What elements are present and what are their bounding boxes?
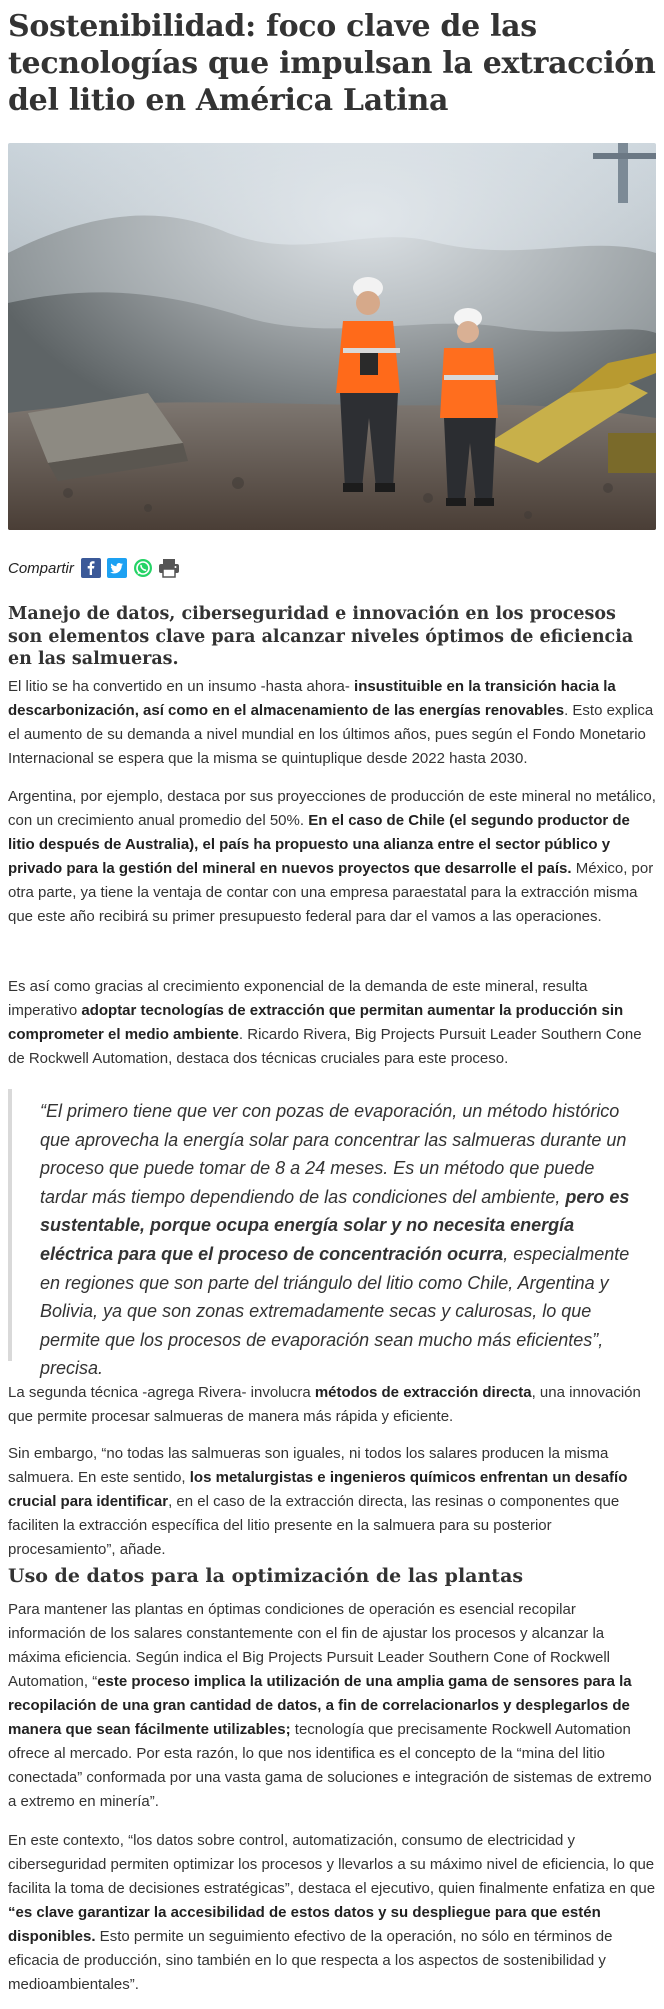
article-lead: Manejo de datos, ciberseguridad e innovación en los procesos son elementos clave para alcanzar niveles óptimos de eficiencia en las salmueras.	[8, 604, 634, 669]
share-bar	[8, 556, 184, 580]
print-icon[interactable]	[158, 557, 180, 579]
section-subheading: Uso de datos para la optimización de las plantas	[8, 1565, 524, 1587]
twitter-icon[interactable]	[106, 557, 128, 579]
facebook-icon[interactable]	[80, 557, 102, 579]
paragraph-7: En este contexto, “los datos sobre control, automatización, consumo de electricidad y ciberseguridad permiten optimizar los procesos y llevarlos a su máximo nivel de eficiencia, lo que facilita la toma de decisiones estratégicas”, destaca el ejecutivo, quien finalmente enfatiza en que “es clave garantizar la accesibilidad de estos datos y su despliegue para que estén disponibles. Esto permite un seguimiento efectivo de la operación, no sólo en términos de eficacia de producción, sino también en lo que respecta a los aspectos de sostenibilidad y medioambientales”.	[8, 1832, 656, 1993]
article-title: Sostenibilidad: foco clave de las tecnologías que impulsan la extracción del litio en América Latina	[8, 9, 656, 118]
paragraph-3: Es así como gracias al crecimiento exponencial de la demanda de este mineral, resulta imperativo adoptar tecnologías de extracción que permitan aumentar la producción sin comprometer el medio ambiente. Ricardo Rivera, Big Projects Pursuit Leader Southern Cone de Rockwell Automation, destaca dos técnicas cruciales para este proceso.	[8, 978, 642, 1067]
mining-workers-photo	[8, 143, 656, 530]
hero-image	[8, 143, 656, 530]
article	[8, 0, 656, 1993]
paragraph-5: Sin embargo, “no todas las salmueras son iguales, ni todos los salares producen la misma salmuera. En este sentido, los metalurgistas e ingenieros químicos enfrentan un desafío crucial para identificar, en el caso de la extracción directa, las resinas o componentes que faciliten la extracción específica del litio presente en la salmuera para su posterior procesamiento”, añade.	[8, 1445, 628, 1558]
paragraph-2: Argentina, por ejemplo, destaca por sus proyecciones de producción de este mineral no metálico, con un crecimiento anual promedio del 50%. En el caso de Chile (el segundo productor de litio después de Australia), el país ha propuesto una alianza entre el sector público y privado para la gestión del mineral en nuevos proyectos que desarrolle el país. México, por otra parte, ya tiene la ventaja de contar con una empresa paraestatal para la extracción misma que este año recibirá su primer presupuesto federal para dar el vamos a las operaciones.	[8, 788, 656, 925]
paragraph-1: El litio se ha convertido en un insumo -hasta ahora- insustituible en la transición hacia la descarbonización, así como en el almacenamiento de las energías renovables. Esto explica el aumento de su demanda a nivel mundial en los últimos años, pues según el Fondo Monetario Internacional se espera que la misma se quintuplique desde 2022 hasta 2030.	[8, 678, 654, 767]
whatsapp-icon[interactable]	[132, 557, 154, 579]
paragraph-4: La segunda técnica -agrega Rivera- involucra métodos de extracción directa, una innovación que permite procesar salmueras de manera más rápida y eficiente.	[8, 1384, 641, 1425]
quote-text: “El primero tiene que ver con pozas de evaporación, un método histórico que aprovecha la energía solar para concentrar las salmueras durante un proceso que puede tomar de 8 a 24 meses. Es un método que puede tardar más tiempo dependiendo de las condiciones del ambiente, pero es sustentable, porque ocupa energía solar y no necesita energía eléctrica para que el proceso de concentración ocurra, especialmente en regiones que son parte del triángulo del litio como Chile, Argentina y Bolivia, ya que son zonas extremadamente secas y calurosas, lo que permite que los procesos de evaporación sean mucho más eficientes”, precisa.	[40, 1101, 630, 1379]
blockquote	[8, 1089, 660, 1379]
share-label: Compartir	[8, 559, 74, 577]
paragraph-6: Para mantener las plantas en óptimas condiciones de operación es esencial recopilar información de los salares constantemente con el fin de ajustar los procesos y alcanzar la máxima eficiencia. Según indica el Big Projects Pursuit Leader Southern Cone of Rockwell Automation, “este proceso implica la utilización de una amplia gama de sensores para la recopilación de una gran cantidad de datos, a fin de correlacionarlos y desplegarlos de manera que sean fácilmente utilizables; tecnología que precisamente Rockwell Automation ofrece al mercado. Por esta razón, lo que nos identifica es el concepto de la “mina del litio conectada” conformada por una vasta gama de soluciones e integración de sistemas de extremo a extremo en minería”.	[8, 1601, 652, 1810]
